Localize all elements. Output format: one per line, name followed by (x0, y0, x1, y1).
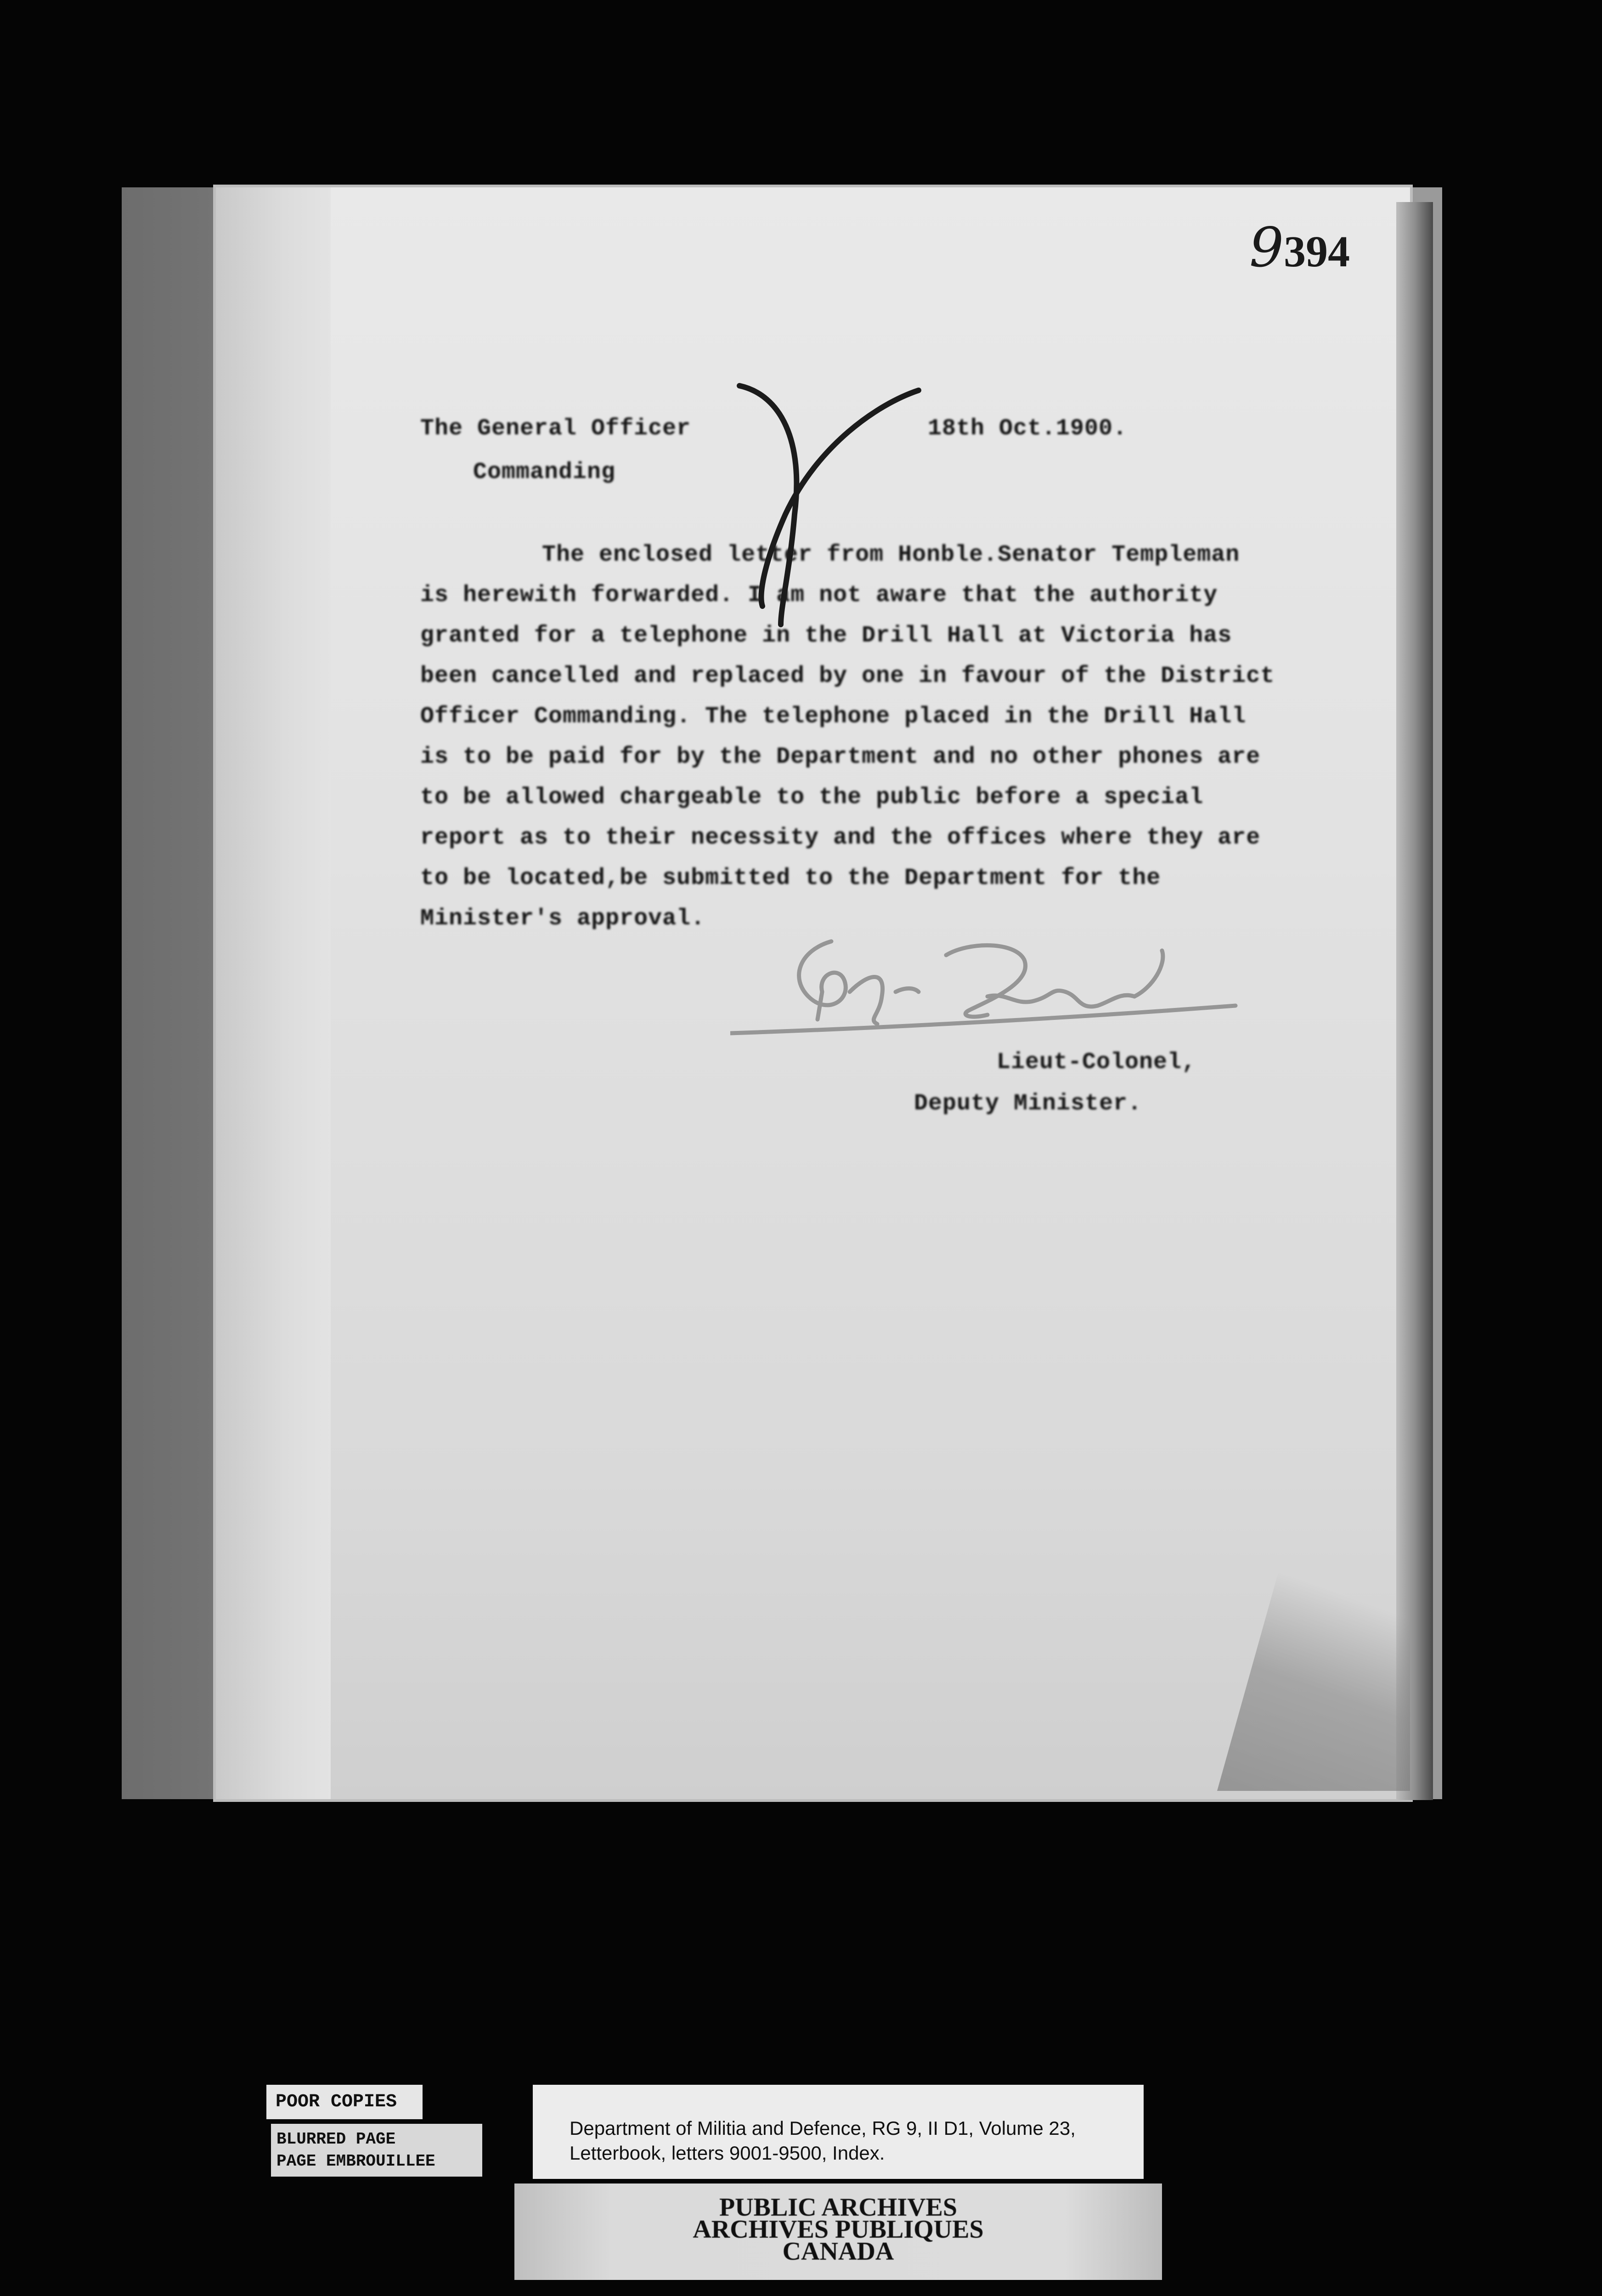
blurred-page-text-fr: PAGE EMBROUILLEE (276, 2152, 435, 2171)
addressee-line-1: The General Officer (420, 416, 691, 442)
body-line-1: The enclosed letter from Honble.Senator Templeman (542, 542, 1240, 568)
body-line-8: report as to their necessity and the offices where they are (420, 825, 1261, 851)
fonds-reference-label (533, 2085, 1144, 2179)
body-line-5: Officer Commanding. The telephone placed in the Drill Hall (420, 703, 1247, 730)
blurred-page-text-en: BLURRED PAGE (276, 2130, 396, 2149)
archives-stamp-label (514, 2183, 1162, 2280)
poor-copies-text: POOR COPIES (276, 2092, 397, 2112)
folio-prefix: 9 (1249, 216, 1284, 279)
body-line-10: Minister's approval. (420, 906, 705, 932)
body-line-4: been cancelled and replaced by one in favour of the District (420, 663, 1275, 689)
closing-rank: Lieut-Colonel, (997, 1049, 1196, 1075)
body-line-3: granted for a telephone in the Drill Hall at Victoria has (420, 623, 1232, 649)
poor-copies-label (266, 2085, 423, 2119)
signature (730, 923, 1240, 1052)
body-line-2: is herewith forwarded. I am not aware that the authority (420, 582, 1218, 608)
archives-line-fr: ARCHIVES PUBLIQUES (693, 2215, 984, 2244)
body-line-7: to be allowed chargeable to the public before a special (420, 784, 1204, 810)
blurred-page-label (271, 2124, 482, 2177)
archives-line-country: CANADA (782, 2237, 894, 2266)
fonds-line-1: Department of Militia and Defence, RG 9, II D1, Volume 23, (570, 2117, 1076, 2139)
letter-date: 18th Oct.1900. (928, 416, 1128, 442)
fonds-line-2: Letterbook, letters 9001-9500, Index. (570, 2142, 885, 2164)
folio-number (1249, 216, 1350, 279)
pen-cross-mark (726, 377, 928, 634)
folio-digits: 394 (1284, 227, 1350, 276)
body-line-9: to be located,be submitted to the Department for the (420, 865, 1161, 891)
closing-office: Deputy Minister. (914, 1091, 1142, 1117)
archives-line-en: PUBLIC ARCHIVES (719, 2193, 958, 2222)
body-line-6: is to be paid for by the Department and no other phones are (420, 744, 1261, 770)
page-binding-edge (216, 187, 331, 1799)
addressee-line-2: Commanding (473, 459, 616, 485)
